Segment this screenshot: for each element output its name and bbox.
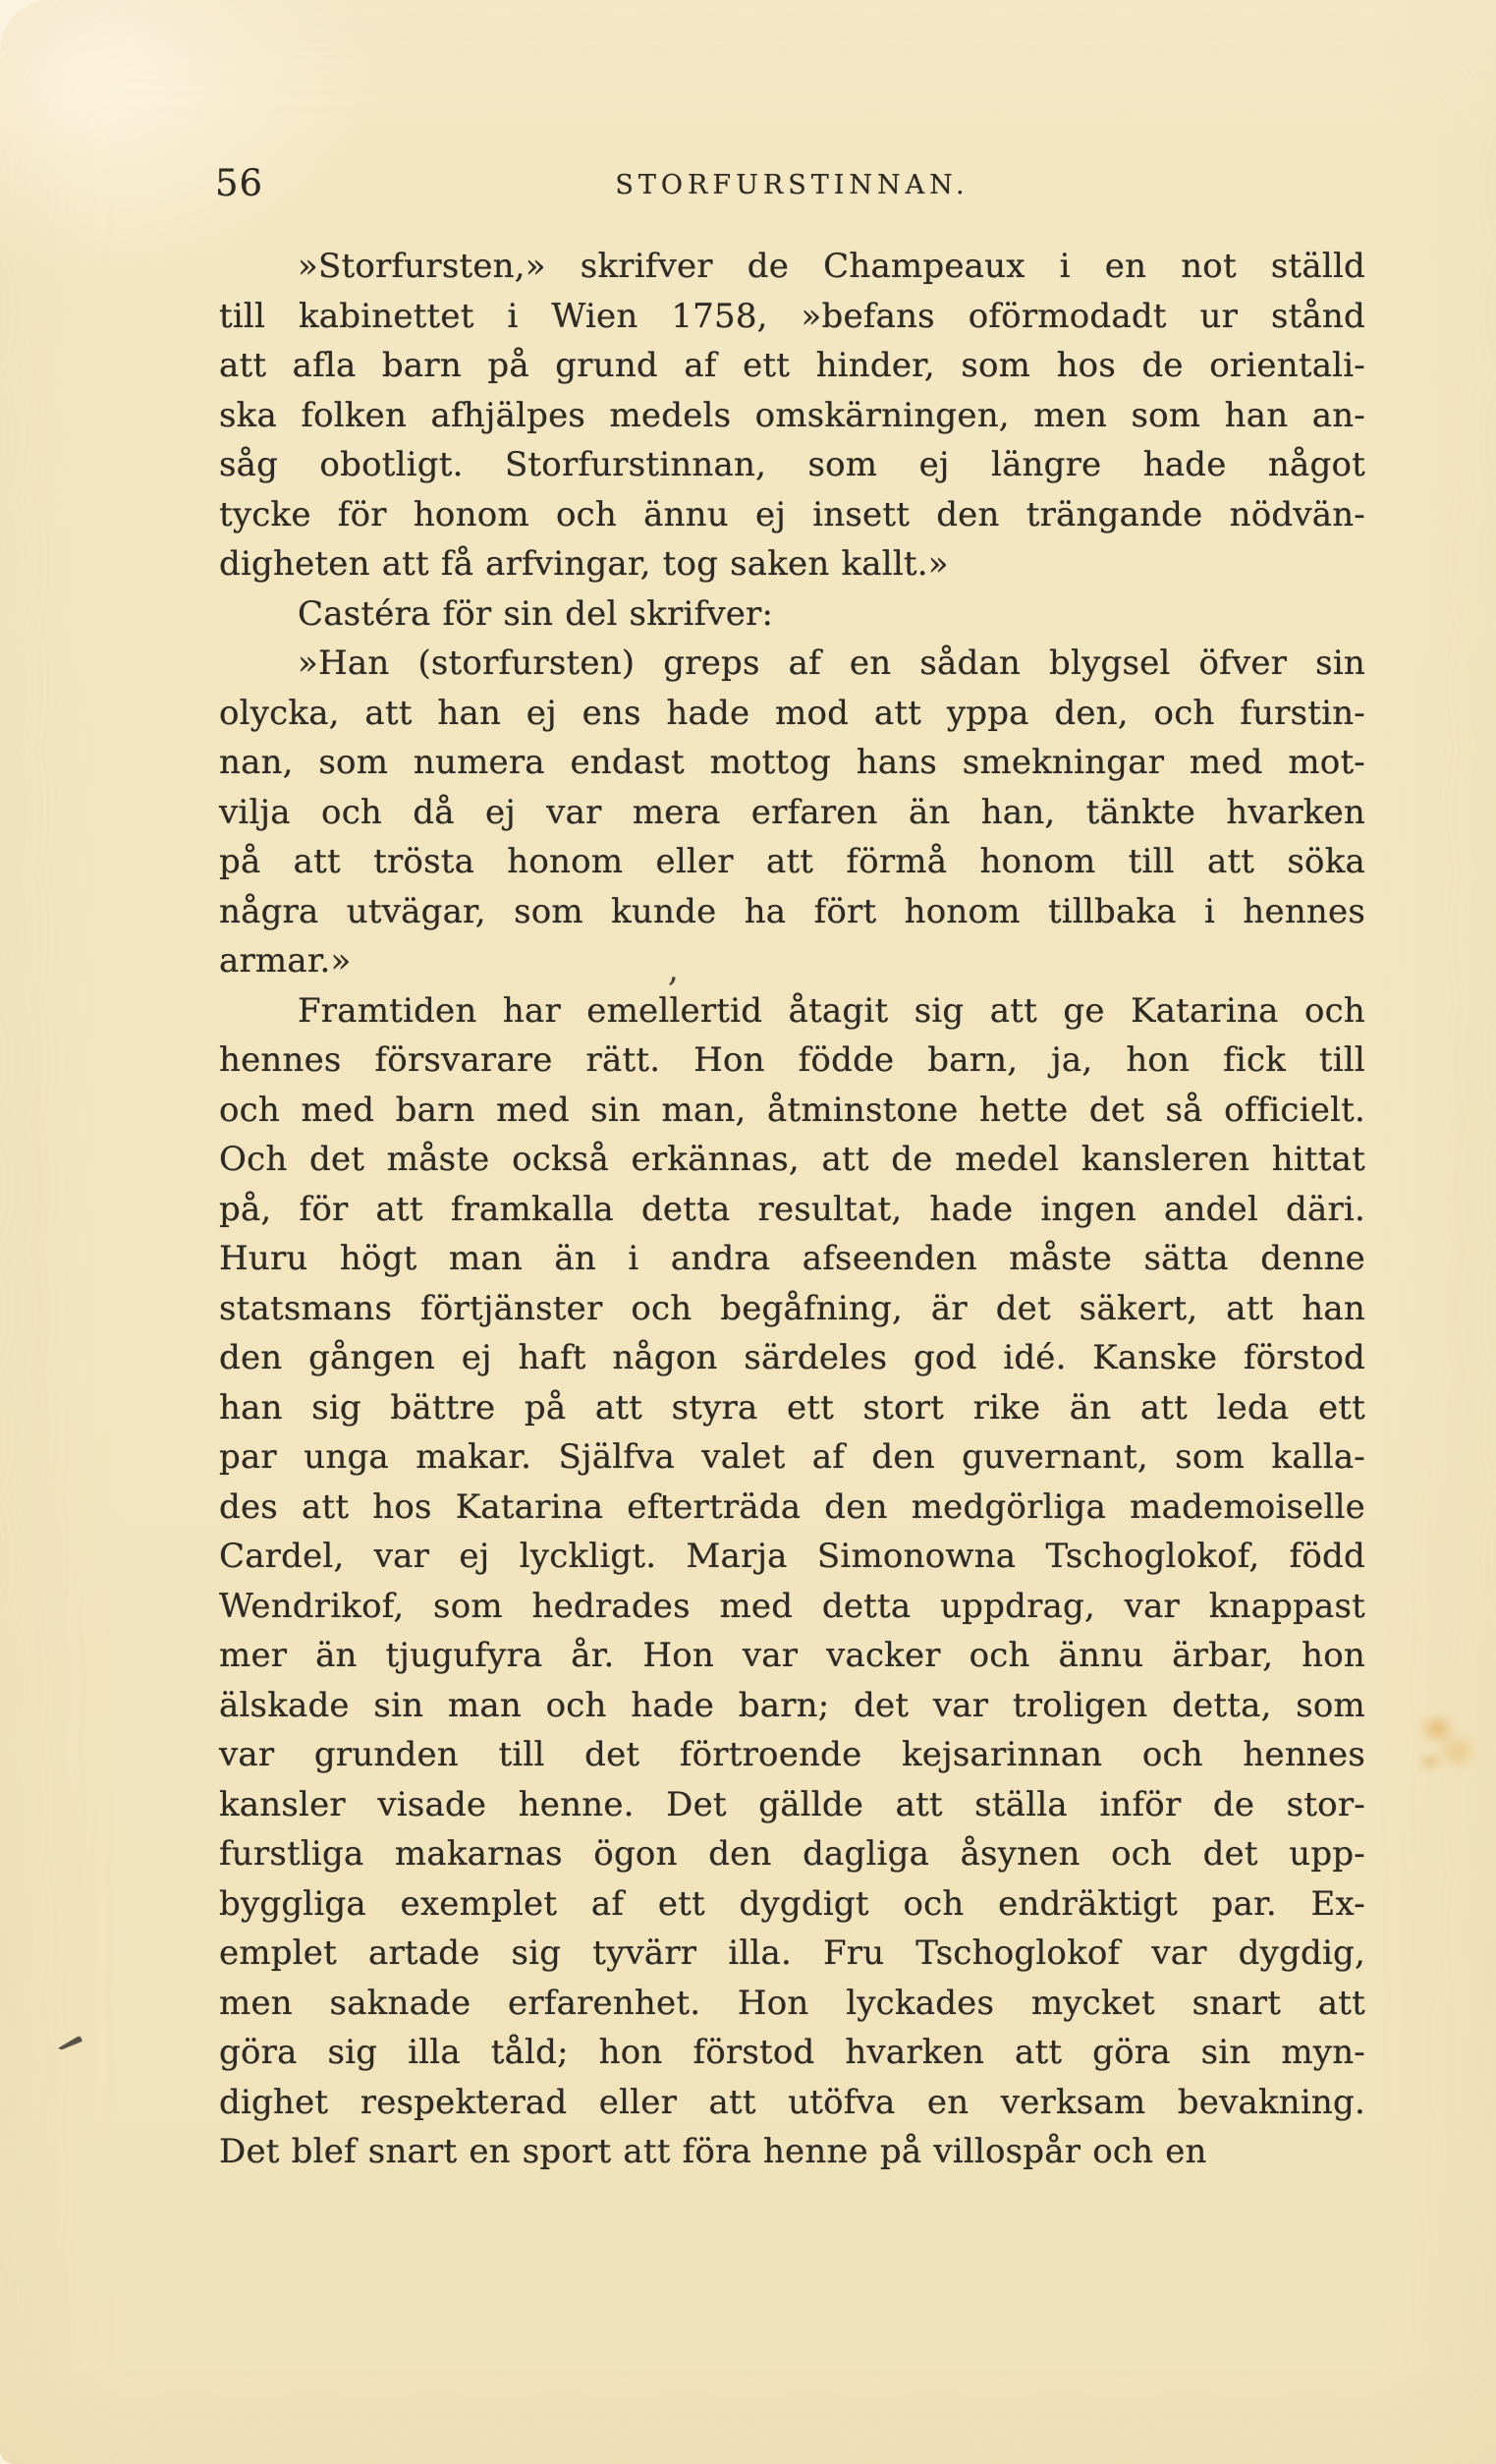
text-line: Castéra för sin del skrifver: bbox=[298, 593, 774, 634]
text-line: på att trösta honom eller att förmå honom till att söka bbox=[219, 842, 1365, 881]
text-line: furstliga makarnas ögon den dagliga åsynen och det upp- bbox=[219, 1834, 1365, 1874]
text-line: digheten att få arfvingar, tog saken kallt.» bbox=[219, 544, 949, 584]
text-line: par unga makar. Själfva valet af den guvernant, som kalla- bbox=[219, 1437, 1365, 1477]
text-line: den gången ej haft någon särdeles god idé. Kanske förstod bbox=[219, 1338, 1365, 1377]
text-line: emplet artade sig tyvärr illa. Fru Tschoglokof var dygdig, bbox=[219, 1933, 1365, 1973]
text-line: »Han (storfursten) greps af en sådan blygsel öfver sin bbox=[298, 644, 1365, 683]
text-line: Och det måste också erkännas, att de medel kansleren hittat bbox=[219, 1140, 1365, 1179]
text-line: olycka, att han ej ens hade mod att yppa den, och furstin- bbox=[219, 693, 1365, 733]
page-header bbox=[215, 162, 1365, 205]
text-line: Wendrikof, som hedrades med detta uppdrag, var knappast bbox=[219, 1586, 1365, 1626]
pen-mark bbox=[57, 2035, 83, 2050]
text-line: ska folken afhjälpes medels omskärningen, men som han an- bbox=[219, 395, 1365, 435]
text-line: såg obotligt. Storfurstinnan, som ej längre hade något bbox=[219, 445, 1365, 484]
text-line: des att hos Katarina efterträda den medgörliga mademoiselle bbox=[219, 1486, 1365, 1527]
text-line: Det blef snart en sport att föra henne på villospår och en bbox=[219, 2132, 1207, 2171]
text-block bbox=[219, 242, 1365, 2177]
text-line: till kabinettet i Wien 1758, »befans oförmodadt ur stånd bbox=[219, 296, 1365, 336]
text-line: kansler visade henne. Det gällde att ställa inför de stor- bbox=[219, 1784, 1365, 1824]
text-line: göra sig illa tåld; hon förstod hvarken att göra sin myn- bbox=[219, 2033, 1365, 2072]
text-line: tycke för honom och ännu ej insett den trängande nödvän- bbox=[219, 494, 1365, 534]
paper-stain bbox=[1407, 1688, 1491, 1790]
text-line: och med barn med sin man, åtminstone hette det så officielt. bbox=[219, 1090, 1365, 1130]
text-line: nan, som numera endast mottog hans smekningar med mot- bbox=[219, 743, 1365, 782]
text-line: hennes försvarare rätt. Hon födde barn, ja, hon fick till bbox=[219, 1040, 1365, 1080]
text-line: att afla barn på grund af ett hinder, som hos de orientali- bbox=[219, 346, 1365, 385]
text-line: vilja och då ej var mera erfaren än han, tänkte hvarken bbox=[219, 792, 1365, 832]
text-line: men saknade erfarenhet. Hon lyckades mycket snart att bbox=[219, 1983, 1365, 2023]
text-line: var grunden till det förtroende kejsarinnan och hennes bbox=[219, 1735, 1365, 1774]
text-line: han sig bättre på att styra ett stort rike än att leda ett bbox=[219, 1387, 1365, 1428]
text-line: älskade sin man och hade barn; det var troligen detta, som bbox=[219, 1685, 1365, 1725]
page-number: 56 bbox=[215, 162, 264, 204]
text-line: mer än tjugufyra år. Hon var vacker och ännu ärbar, hon bbox=[219, 1636, 1365, 1675]
text-line: »Storfursten,» skrifver de Champeaux i en not ställd bbox=[298, 247, 1365, 286]
text-line: på, för att framkalla detta resultat, hade ingen andel däri. bbox=[219, 1189, 1365, 1229]
text-line: några utvägar, som kunde ha fört honom tillbaka i hennes bbox=[219, 891, 1365, 931]
text-line: byggliga exemplet af ett dygdigt och endräktigt par. Ex- bbox=[219, 1883, 1365, 1924]
text-line: armar.» bbox=[219, 941, 352, 980]
text-line: Cardel, var ej lyckligt. Marja Simonowna Tschoglokof, född bbox=[219, 1537, 1365, 1576]
stray-ink-comma-mark: , bbox=[668, 950, 679, 989]
text-line: statsmans förtjänster och begåfning, är det säkert, att han bbox=[219, 1288, 1365, 1328]
text-line: Framtiden har emellertid åtagit sig att ge Katarina och bbox=[298, 990, 1365, 1031]
text-line: Huru högt man än i andra afseenden måste sätta denne bbox=[219, 1239, 1365, 1278]
running-header: STORFURSTINNAN. bbox=[615, 170, 970, 200]
text-line: dighet respekterad eller att utöfva en verksam bevakning. bbox=[219, 2082, 1365, 2122]
